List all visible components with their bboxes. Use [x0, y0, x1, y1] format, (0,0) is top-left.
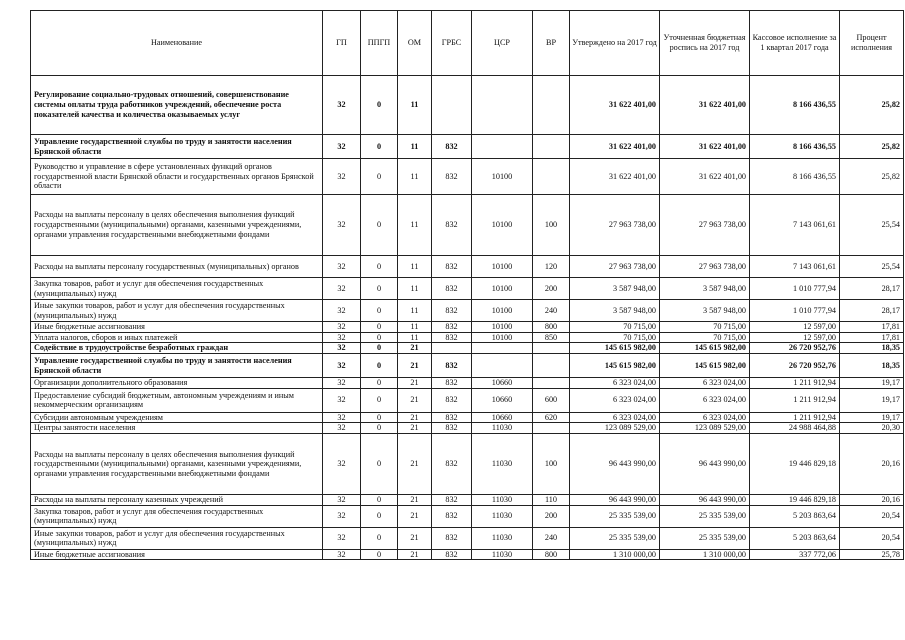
- cell-om: 11: [398, 278, 432, 300]
- cell-csr: 11030: [472, 505, 533, 527]
- cell-refined: 27 963 738,00: [660, 256, 750, 278]
- cell-cash: 19 446 829,18: [750, 434, 840, 495]
- cell-approved: 3 587 948,00: [570, 300, 660, 322]
- cell-refined: 96 443 990,00: [660, 495, 750, 506]
- cell-ppgp: 0: [361, 378, 398, 389]
- cell-csr: 11030: [472, 434, 533, 495]
- table-row: [31, 278, 904, 300]
- cell-approved: 25 335 539,00: [570, 505, 660, 527]
- cell-name: Расходы на выплаты персоналу в целях обеспечения выполнения функций государственными (муниципальными) органами, казенными учреждениями, органами управления государственными внебюджетными фондами: [31, 434, 323, 495]
- cell-grbs: 832: [432, 256, 472, 278]
- cell-cash: 1 010 777,94: [750, 278, 840, 300]
- table-header-row: [31, 11, 904, 76]
- cell-om: 11: [398, 322, 432, 333]
- cell-ppgp: 0: [361, 159, 398, 195]
- table-row: [31, 195, 904, 256]
- cell-csr: [472, 343, 533, 354]
- cell-refined: 25 335 539,00: [660, 527, 750, 549]
- cell-gp: 32: [323, 343, 361, 354]
- cell-approved: 25 335 539,00: [570, 527, 660, 549]
- table-row: [31, 332, 904, 343]
- header-refined: Уточненная бюджетная роспись на 2017 год: [660, 11, 750, 76]
- cell-gp: 32: [323, 300, 361, 322]
- cell-ppgp: 0: [361, 434, 398, 495]
- table-row: [31, 549, 904, 560]
- cell-om: 11: [398, 332, 432, 343]
- header-percent: Процент исполнения: [840, 11, 904, 76]
- cell-ppgp: 0: [361, 332, 398, 343]
- cell-percent: 20,54: [840, 505, 904, 527]
- cell-vr: [533, 76, 570, 135]
- header-cash: Кассовое исполнение за 1 квартал 2017 года: [750, 11, 840, 76]
- cell-vr: [533, 378, 570, 389]
- cell-om: 21: [398, 378, 432, 389]
- header-om: ОМ: [398, 11, 432, 76]
- cell-ppgp: 0: [361, 135, 398, 159]
- cell-percent: 20,16: [840, 495, 904, 506]
- cell-ppgp: 0: [361, 322, 398, 333]
- cell-gp: 32: [323, 495, 361, 506]
- cell-om: 21: [398, 505, 432, 527]
- cell-grbs: 832: [432, 423, 472, 434]
- cell-refined: 3 587 948,00: [660, 300, 750, 322]
- cell-percent: 25,82: [840, 159, 904, 195]
- cell-approved: 70 715,00: [570, 322, 660, 333]
- cell-name: Иные закупки товаров, работ и услуг для обеспечения государственных (муниципальных) нужд: [31, 527, 323, 549]
- cell-cash: 12 597,00: [750, 332, 840, 343]
- cell-om: 11: [398, 76, 432, 135]
- header-name: Наименование: [31, 11, 323, 76]
- cell-csr: 10660: [472, 378, 533, 389]
- cell-ppgp: 0: [361, 505, 398, 527]
- cell-vr: 240: [533, 527, 570, 549]
- cell-approved: 27 963 738,00: [570, 195, 660, 256]
- cell-name: Управление государственной службы по труду и занятости населения Брянской области: [31, 354, 323, 378]
- cell-percent: 17,81: [840, 322, 904, 333]
- table-row: [31, 300, 904, 322]
- table-row: [31, 354, 904, 378]
- header-ppgp: ППГП: [361, 11, 398, 76]
- cell-vr: 850: [533, 332, 570, 343]
- cell-approved: 3 587 948,00: [570, 278, 660, 300]
- cell-percent: 18,35: [840, 354, 904, 378]
- cell-vr: [533, 423, 570, 434]
- cell-vr: 200: [533, 505, 570, 527]
- cell-approved: 27 963 738,00: [570, 256, 660, 278]
- cell-csr: [472, 354, 533, 378]
- table-row: [31, 135, 904, 159]
- table-body: [31, 76, 904, 560]
- cell-om: 21: [398, 354, 432, 378]
- cell-gp: 32: [323, 378, 361, 389]
- cell-csr: 10660: [472, 388, 533, 412]
- cell-name: Регулирование социально-трудовых отношений, совершенствование системы оплаты труда работников учреждений, обеспечение роста показателей качества и количества оказываемых услуг: [31, 76, 323, 135]
- cell-ppgp: 0: [361, 256, 398, 278]
- cell-vr: [533, 135, 570, 159]
- cell-om: 11: [398, 135, 432, 159]
- cell-cash: 8 166 436,55: [750, 135, 840, 159]
- cell-approved: 96 443 990,00: [570, 434, 660, 495]
- cell-vr: 100: [533, 195, 570, 256]
- cell-cash: 5 203 863,64: [750, 505, 840, 527]
- cell-approved: 145 615 982,00: [570, 354, 660, 378]
- cell-ppgp: 0: [361, 527, 398, 549]
- cell-percent: 20,54: [840, 527, 904, 549]
- cell-cash: 1 010 777,94: [750, 300, 840, 322]
- cell-ppgp: 0: [361, 388, 398, 412]
- cell-cash: 1 211 912,94: [750, 388, 840, 412]
- cell-cash: 8 166 436,55: [750, 159, 840, 195]
- cell-grbs: 832: [432, 322, 472, 333]
- header-vr: ВР: [533, 11, 570, 76]
- cell-approved: 96 443 990,00: [570, 495, 660, 506]
- header-csr: ЦСР: [472, 11, 533, 76]
- cell-percent: 19,17: [840, 388, 904, 412]
- cell-vr: 200: [533, 278, 570, 300]
- cell-gp: 32: [323, 423, 361, 434]
- cell-name: Уплата налогов, сборов и иных платежей: [31, 332, 323, 343]
- cell-ppgp: 0: [361, 300, 398, 322]
- cell-om: 11: [398, 300, 432, 322]
- table-row: [31, 343, 904, 354]
- table-row: [31, 322, 904, 333]
- cell-vr: 120: [533, 256, 570, 278]
- cell-ppgp: 0: [361, 195, 398, 256]
- cell-refined: 145 615 982,00: [660, 354, 750, 378]
- cell-name: Расходы на выплаты персоналу казенных учреждений: [31, 495, 323, 506]
- table-row: [31, 505, 904, 527]
- cell-grbs: 832: [432, 300, 472, 322]
- cell-csr: 10100: [472, 322, 533, 333]
- cell-om: 11: [398, 195, 432, 256]
- cell-om: 21: [398, 527, 432, 549]
- cell-csr: 11030: [472, 549, 533, 560]
- cell-refined: 70 715,00: [660, 332, 750, 343]
- cell-refined: 6 323 024,00: [660, 378, 750, 389]
- cell-grbs: 832: [432, 388, 472, 412]
- header-approved: Утверждено на 2017 год: [570, 11, 660, 76]
- cell-approved: 6 323 024,00: [570, 378, 660, 389]
- cell-name: Субсидии автономным учреждениям: [31, 412, 323, 423]
- cell-vr: 800: [533, 322, 570, 333]
- cell-cash: 26 720 952,76: [750, 343, 840, 354]
- cell-gp: 32: [323, 354, 361, 378]
- cell-vr: [533, 159, 570, 195]
- cell-csr: 10100: [472, 300, 533, 322]
- cell-gp: 32: [323, 388, 361, 412]
- cell-ppgp: 0: [361, 423, 398, 434]
- cell-vr: 100: [533, 434, 570, 495]
- cell-percent: 25,54: [840, 195, 904, 256]
- cell-vr: 800: [533, 549, 570, 560]
- cell-refined: 1 310 000,00: [660, 549, 750, 560]
- cell-grbs: 832: [432, 434, 472, 495]
- budget-execution-table: [30, 10, 904, 560]
- cell-grbs: 832: [432, 135, 472, 159]
- cell-percent: 20,16: [840, 434, 904, 495]
- cell-percent: 17,81: [840, 332, 904, 343]
- cell-cash: 8 166 436,55: [750, 76, 840, 135]
- cell-cash: 1 211 912,94: [750, 412, 840, 423]
- cell-percent: 28,17: [840, 278, 904, 300]
- cell-cash: 7 143 061,61: [750, 256, 840, 278]
- cell-om: 21: [398, 423, 432, 434]
- cell-cash: 12 597,00: [750, 322, 840, 333]
- cell-name: Расходы на выплаты персоналу в целях обеспечения выполнения функций государственными (муниципальными) органами, казенными учреждениями, органами управления государственными внебюджетными фондами: [31, 195, 323, 256]
- cell-vr: [533, 343, 570, 354]
- cell-vr: 600: [533, 388, 570, 412]
- cell-om: 11: [398, 159, 432, 195]
- cell-name: Управление государственной службы по труду и занятости населения Брянской области: [31, 135, 323, 159]
- cell-gp: 32: [323, 549, 361, 560]
- cell-ppgp: 0: [361, 412, 398, 423]
- cell-refined: 25 335 539,00: [660, 505, 750, 527]
- cell-percent: 20,30: [840, 423, 904, 434]
- cell-percent: 25,78: [840, 549, 904, 560]
- cell-percent: 25,82: [840, 135, 904, 159]
- cell-refined: 6 323 024,00: [660, 388, 750, 412]
- cell-grbs: [432, 343, 472, 354]
- cell-gp: 32: [323, 76, 361, 135]
- table-row: [31, 527, 904, 549]
- cell-grbs: 832: [432, 505, 472, 527]
- cell-vr: 240: [533, 300, 570, 322]
- cell-name: Предоставление субсидий бюджетным, автономным учреждениям и иным некоммерческим организациям: [31, 388, 323, 412]
- cell-refined: 27 963 738,00: [660, 195, 750, 256]
- cell-percent: 18,35: [840, 343, 904, 354]
- cell-cash: 1 211 912,94: [750, 378, 840, 389]
- cell-vr: 620: [533, 412, 570, 423]
- cell-ppgp: 0: [361, 343, 398, 354]
- cell-refined: 3 587 948,00: [660, 278, 750, 300]
- cell-name: Иные бюджетные ассигнования: [31, 322, 323, 333]
- cell-grbs: 832: [432, 332, 472, 343]
- cell-csr: [472, 135, 533, 159]
- cell-grbs: 832: [432, 549, 472, 560]
- cell-gp: 32: [323, 278, 361, 300]
- cell-ppgp: 0: [361, 354, 398, 378]
- cell-refined: 123 089 529,00: [660, 423, 750, 434]
- cell-csr: 11030: [472, 495, 533, 506]
- cell-gp: 32: [323, 322, 361, 333]
- cell-grbs: 832: [432, 159, 472, 195]
- cell-approved: 31 622 401,00: [570, 159, 660, 195]
- cell-grbs: 832: [432, 378, 472, 389]
- cell-gp: 32: [323, 159, 361, 195]
- table-row: [31, 388, 904, 412]
- cell-name: Иные бюджетные ассигнования: [31, 549, 323, 560]
- cell-ppgp: 0: [361, 278, 398, 300]
- cell-gp: 32: [323, 505, 361, 527]
- cell-grbs: 832: [432, 495, 472, 506]
- cell-name: Расходы на выплаты персоналу государственных (муниципальных) органов: [31, 256, 323, 278]
- table-row: [31, 423, 904, 434]
- cell-csr: 10100: [472, 332, 533, 343]
- cell-refined: 31 622 401,00: [660, 159, 750, 195]
- cell-name: Центры занятости населения: [31, 423, 323, 434]
- cell-gp: 32: [323, 195, 361, 256]
- cell-csr: 10100: [472, 195, 533, 256]
- table-row: [31, 378, 904, 389]
- budget-report-sheet: [30, 10, 903, 560]
- cell-name: Руководство и управление в сфере установленных функций органов государственной власти Брянской области и государственных органов Брянской области: [31, 159, 323, 195]
- cell-approved: 70 715,00: [570, 332, 660, 343]
- cell-approved: 6 323 024,00: [570, 412, 660, 423]
- cell-csr: 11030: [472, 527, 533, 549]
- cell-gp: 32: [323, 527, 361, 549]
- cell-name: Закупка товаров, работ и услуг для обеспечения государственных (муниципальных) нужд: [31, 505, 323, 527]
- cell-approved: 1 310 000,00: [570, 549, 660, 560]
- cell-refined: 6 323 024,00: [660, 412, 750, 423]
- header-grbs: ГРБС: [432, 11, 472, 76]
- cell-refined: 96 443 990,00: [660, 434, 750, 495]
- cell-csr: 10100: [472, 278, 533, 300]
- cell-approved: 123 089 529,00: [570, 423, 660, 434]
- cell-om: 21: [398, 412, 432, 423]
- cell-om: 21: [398, 495, 432, 506]
- cell-om: 21: [398, 388, 432, 412]
- cell-percent: 25,82: [840, 76, 904, 135]
- cell-percent: 25,54: [840, 256, 904, 278]
- cell-gp: 32: [323, 256, 361, 278]
- cell-ppgp: 0: [361, 76, 398, 135]
- cell-om: 11: [398, 256, 432, 278]
- cell-cash: 24 988 464,88: [750, 423, 840, 434]
- cell-refined: 31 622 401,00: [660, 135, 750, 159]
- cell-ppgp: 0: [361, 549, 398, 560]
- cell-refined: 31 622 401,00: [660, 76, 750, 135]
- table-row: [31, 495, 904, 506]
- cell-grbs: 832: [432, 278, 472, 300]
- table-row: [31, 256, 904, 278]
- cell-name: Закупка товаров, работ и услуг для обеспечения государственных (муниципальных) нужд: [31, 278, 323, 300]
- table-row: [31, 434, 904, 495]
- cell-ppgp: 0: [361, 495, 398, 506]
- cell-cash: 7 143 061,61: [750, 195, 840, 256]
- cell-approved: 145 615 982,00: [570, 343, 660, 354]
- cell-name: Иные закупки товаров, работ и услуг для обеспечения государственных (муниципальных) нужд: [31, 300, 323, 322]
- cell-csr: [472, 76, 533, 135]
- cell-approved: 6 323 024,00: [570, 388, 660, 412]
- cell-refined: 70 715,00: [660, 322, 750, 333]
- cell-om: 21: [398, 549, 432, 560]
- table-row: [31, 76, 904, 135]
- cell-grbs: 832: [432, 195, 472, 256]
- cell-vr: 110: [533, 495, 570, 506]
- cell-grbs: 832: [432, 527, 472, 549]
- cell-gp: 32: [323, 412, 361, 423]
- cell-vr: [533, 354, 570, 378]
- cell-name: Содействие в трудоустройстве безработных граждан: [31, 343, 323, 354]
- header-gp: ГП: [323, 11, 361, 76]
- cell-percent: 28,17: [840, 300, 904, 322]
- cell-refined: 145 615 982,00: [660, 343, 750, 354]
- cell-gp: 32: [323, 434, 361, 495]
- cell-csr: 11030: [472, 423, 533, 434]
- cell-cash: 5 203 863,64: [750, 527, 840, 549]
- cell-grbs: 832: [432, 412, 472, 423]
- cell-percent: 19,17: [840, 378, 904, 389]
- cell-cash: 337 772,06: [750, 549, 840, 560]
- cell-name: Организации дополнительного образования: [31, 378, 323, 389]
- cell-om: 21: [398, 343, 432, 354]
- cell-cash: 19 446 829,18: [750, 495, 840, 506]
- cell-grbs: 832: [432, 354, 472, 378]
- cell-grbs: [432, 76, 472, 135]
- cell-csr: 10100: [472, 256, 533, 278]
- cell-approved: 31 622 401,00: [570, 76, 660, 135]
- cell-om: 21: [398, 434, 432, 495]
- cell-gp: 32: [323, 332, 361, 343]
- cell-csr: 10660: [472, 412, 533, 423]
- cell-percent: 19,17: [840, 412, 904, 423]
- table-row: [31, 412, 904, 423]
- table-row: [31, 159, 904, 195]
- cell-cash: 26 720 952,76: [750, 354, 840, 378]
- cell-gp: 32: [323, 135, 361, 159]
- cell-approved: 31 622 401,00: [570, 135, 660, 159]
- cell-csr: 10100: [472, 159, 533, 195]
